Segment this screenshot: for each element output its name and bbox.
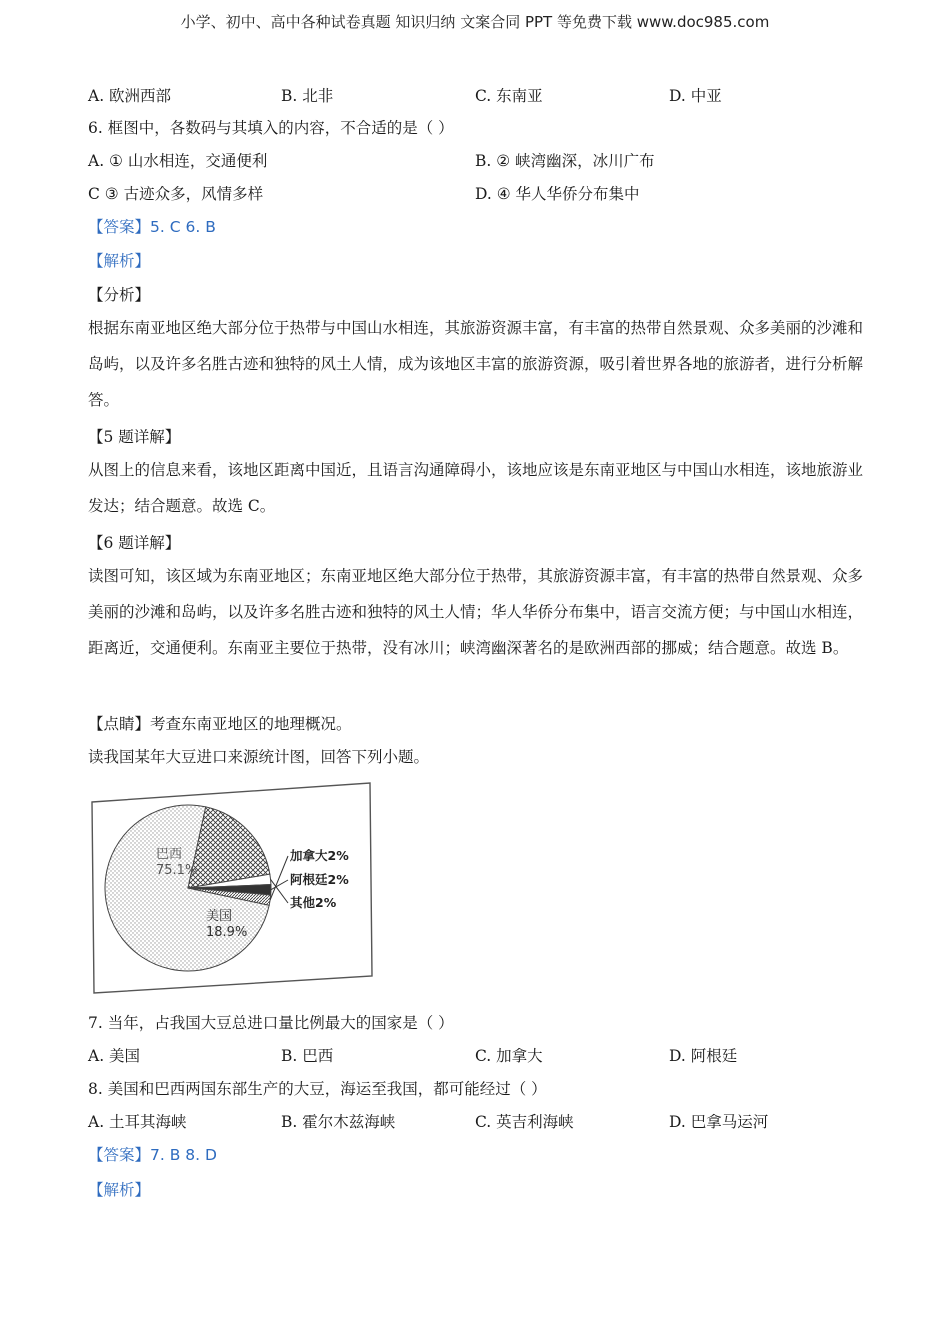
q7-option-d: D. 阿根廷	[669, 1047, 738, 1065]
dianjing-line	[88, 714, 352, 734]
soybean-import-pie-chart	[88, 780, 378, 998]
q8-option-b: B. 霍尔木兹海峡	[281, 1113, 396, 1131]
pie-label-brazil-name: 巴西	[156, 847, 183, 862]
answer-line-2	[88, 1145, 217, 1165]
q6-option-a: A. ① 山水相连，交通便利	[88, 152, 268, 170]
q6-detail-paragraph: 读图可知，该区域为东南亚地区；东南亚地区绝大部分位于热带，其旅游资源丰富，有丰富的热带自然景观、众多美丽的沙滩和岛屿，以及许多名胜古迹和独特的风土人情；华人华侨分布集中，语言交流方便；与中国山水相连，距离近，交通便利。东南亚主要位于热带，没有冰川；峡湾幽深著名的是欧洲西部的挪威；结合题意。故选 B。	[88, 567, 864, 657]
answer-text-2: 7. B 8. D	[150, 1146, 217, 1164]
q5-detail-label: 【5 题详解】	[88, 428, 181, 446]
q8-option-d: D. 巴拿马运河	[669, 1113, 769, 1131]
q7-option-c: C. 加拿大	[475, 1047, 543, 1065]
fenxi-label: 【分析】	[88, 286, 151, 304]
q7-option-a: A. 美国	[88, 1047, 141, 1065]
q5-detail-paragraph: 从图上的信息来看，该地区距离中国近，且语言沟通障碍小，该地应该是东南亚地区与中国山水相连，该地旅游业发达；结合题意。故选 C。	[88, 461, 864, 515]
answer-text: 5. C 6. B	[150, 218, 216, 236]
q7-option-b: B. 巴西	[281, 1047, 334, 1065]
pie-label-usa-value: 18.9%	[206, 925, 248, 940]
q5-option-a: A. 欧洲西部	[88, 87, 172, 105]
q5-option-c: C. 东南亚	[475, 87, 543, 105]
intro-text: 读我国某年大豆进口来源统计图，回答下列小题。	[88, 748, 430, 766]
q6-detail-label: 【6 题详解】	[88, 534, 181, 552]
answer-tag-2: 【答案】	[88, 1146, 151, 1164]
q5-option-d: D. 中亚	[669, 87, 722, 105]
q5-option-b: B. 北非	[281, 87, 334, 105]
q6-option-b: B. ② 峡湾幽深，冰川广布	[475, 152, 655, 170]
dianjing-tag: 【点睛】	[88, 715, 151, 733]
pie-label-canada: 加拿大2%	[290, 848, 349, 863]
q6-option-c: C ③ 古迹众多，风情多样	[88, 185, 264, 203]
dianjing-text: 考查东南亚地区的地理概况。	[150, 715, 352, 733]
pie-label-other: 其他2%	[290, 895, 337, 910]
q8-stem: 8. 美国和巴西两国东部生产的大豆，海运至我国，都可能经过（ ）	[88, 1080, 547, 1098]
q6-stem: 6. 框图中，各数码与其填入的内容，不合适的是（ ）	[88, 119, 454, 137]
q7-stem: 7. 当年，占我国大豆总进口量比例最大的国家是（ ）	[88, 1014, 454, 1032]
pie-label-brazil-value: 75.1%	[156, 863, 198, 878]
q6-option-d: D. ④ 华人华侨分布集中	[475, 185, 640, 203]
q8-option-c: C. 英吉利海峡	[475, 1113, 574, 1131]
fenxi-paragraph: 根据东南亚地区绝大部分位于热带与中国山水相连，其旅游资源丰富，有丰富的热带自然景观、众多美丽的沙滩和岛屿，以及许多名胜古迹和独特的风土人情，成为该地区丰富的旅游资源，吸引着世界各地的旅游者，进行分析解答。	[88, 319, 864, 409]
pie-label-argentina: 阿根廷2%	[290, 872, 349, 887]
answer-line-1	[88, 217, 216, 237]
page-header: 小学、初中、高中各种试卷真题 知识归纳 文案合同 PPT 等免费下载 www.doc985.com	[180, 13, 770, 31]
jiexi-label: 【解析】	[88, 252, 151, 270]
pie-label-usa-name: 美国	[206, 909, 233, 924]
q8-option-a: A. 土耳其海峡	[88, 1113, 187, 1131]
answer-tag: 【答案】	[88, 218, 151, 236]
jiexi-label-2: 【解析】	[88, 1181, 151, 1199]
